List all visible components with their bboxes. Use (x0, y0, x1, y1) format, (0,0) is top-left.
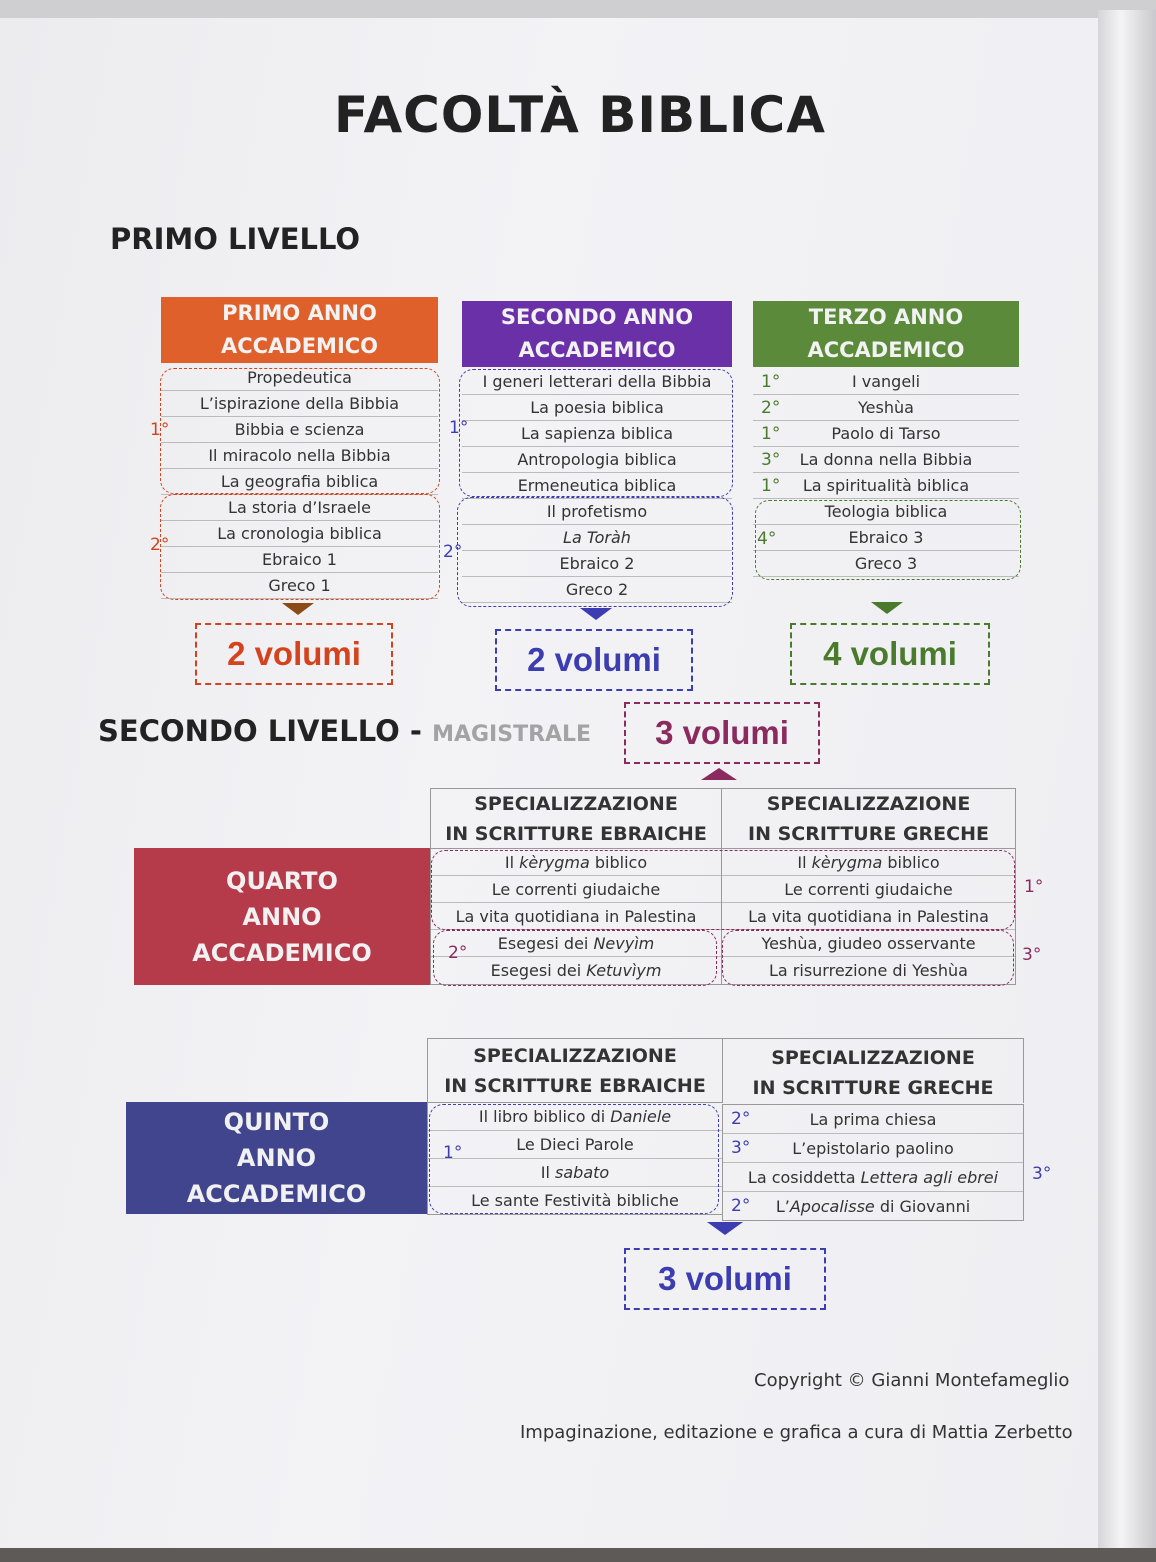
volume-marker: 1° (761, 475, 781, 496)
volume-marker: 1° (1024, 877, 1044, 897)
year1-title: PRIMO ANNO (222, 301, 377, 325)
year4-label-line: ACCADEMICO (192, 938, 372, 967)
course-label: La spiritualità biblica (802, 476, 970, 495)
spec-label: SPECIALIZZAZIONE (474, 793, 678, 815)
year2-subtitle: ACCADEMICO (518, 338, 676, 362)
spec-hebrew-header (428, 1041, 722, 1101)
course-label: Paolo di Tarso (831, 424, 941, 443)
volume-marker: 1° (761, 371, 781, 392)
course-row: Greco 3 (753, 551, 1019, 577)
year5-spec-header (427, 1038, 1024, 1103)
year1-volumes-badge: 2 volumi (195, 623, 393, 685)
volume-marker: 3° (761, 449, 781, 470)
course-label: Yeshùa (858, 398, 914, 417)
year2-group2-bracket (457, 497, 733, 607)
copyright-text: Copyright © Gianni Montefameglio (754, 1370, 1070, 1391)
spec-label: IN SCRITTURE EBRAICHE (445, 823, 707, 845)
year2-title: SECONDO ANNO (500, 305, 694, 329)
year3-title: TERZO ANNO (808, 305, 964, 329)
volume-marker: 4° (757, 529, 777, 549)
course-row (753, 369, 1019, 395)
spec-label: SPECIALIZZAZIONE (771, 1047, 975, 1069)
course-row: Il libro biblico di Daniele (428, 1103, 722, 1131)
year4-group2-bracket (433, 930, 717, 986)
course-row: Propedeutica (161, 365, 438, 391)
volume-marker: 2° (150, 535, 170, 555)
course-row: La geografia biblica (161, 469, 438, 495)
year5-label-line: QUINTO (223, 1108, 330, 1136)
course-row: Il kèrygma biblico (431, 849, 721, 876)
year4-label-line: QUARTO (226, 866, 338, 895)
spec-label: SPECIALIZZAZIONE (473, 1045, 677, 1067)
year4-label-line: ANNO (242, 902, 322, 931)
course-row: La risurrezione di Yeshùa (722, 957, 1015, 985)
course-label: La prima chiesa (809, 1109, 937, 1129)
course-row: 2° L’ Apocalisse di Giovanni (723, 1192, 1023, 1221)
down-arrow-icon (580, 608, 612, 620)
spec-greek-header (722, 789, 1015, 849)
course-row (753, 395, 1019, 421)
course-row: La vita quotidiana in Palestina (722, 903, 1015, 930)
volume-marker: 3° (731, 1138, 751, 1158)
course-row: La poesia biblica (462, 395, 732, 421)
year1-group2-bracket (160, 494, 440, 600)
year4-spec-header (430, 788, 1016, 849)
course-row (723, 1134, 1023, 1163)
course-row: Ebraico 3 (753, 525, 1019, 551)
year5-volumes-badge: 3 volumi (624, 1248, 826, 1310)
course-row: I generi letterari della Bibbia (462, 369, 732, 395)
volume-marker: 3° (1032, 1164, 1052, 1184)
year2-volumes-badge: 2 volumi (495, 629, 693, 691)
course-row: La storia d’Israele (161, 495, 438, 521)
volume-marker: 2° (731, 1196, 751, 1216)
volume-marker: 2° (443, 542, 463, 562)
book-spine (1098, 10, 1156, 1562)
year1-header (161, 297, 438, 363)
down-arrow-icon (871, 602, 903, 614)
course-row: Ermeneutica biblica (462, 473, 732, 499)
course-row: Teologia biblica (753, 499, 1019, 525)
course-row: Il miracolo nella Bibbia (161, 443, 438, 469)
year2-header (462, 301, 732, 367)
course-row: Esegesi dei Nevyìm (431, 930, 721, 957)
year3-volumes-badge: 4 volumi (790, 623, 990, 685)
volume-marker: 2° (761, 397, 781, 418)
level-two-title: SECONDO LIVELLO - (98, 714, 433, 748)
course-row: La sapienza biblica (462, 421, 732, 447)
course-label: I vangeli (851, 372, 921, 391)
course-row: Il sabato (428, 1159, 722, 1187)
year3-group-bracket (755, 500, 1021, 580)
course-row: La cronologia biblica (161, 521, 438, 547)
course-row: Le correnti giudaiche (722, 876, 1015, 903)
page-title: FACOLTÀ BIBLICA (334, 86, 826, 144)
year3-subtitle: ACCADEMICO (807, 338, 965, 362)
course-row: Greco 2 (462, 577, 732, 603)
course-row (723, 1105, 1023, 1134)
course-row (753, 447, 1019, 473)
course-row: Ebraico 1 (161, 547, 438, 573)
spec-hebrew-header (431, 789, 721, 849)
course-label: L’epistolario paolino (792, 1138, 954, 1158)
spec-label: IN SCRITTURE EBRAICHE (444, 1075, 706, 1097)
course-row: L’ispirazione della Bibbia (161, 391, 438, 417)
course-row: Bibbia e scienza (161, 417, 438, 443)
year5-label (126, 1102, 427, 1214)
course-row: Il profetismo (462, 499, 732, 525)
course-row: Esegesi dei Ketuvìym (431, 957, 721, 985)
year5-greek-courses (722, 1104, 1024, 1221)
spec-label: IN SCRITTURE GRECHE (748, 823, 989, 845)
course-row: Antropologia biblica (462, 447, 732, 473)
year4-group1-bracket (431, 850, 1015, 930)
course-row: Le sante Festività bibliche (428, 1187, 722, 1215)
year4-label (134, 848, 430, 985)
volume-marker: 2° (731, 1109, 751, 1129)
year3-header (753, 301, 1019, 367)
course-row: La vita quotidiana in Palestina (431, 903, 721, 930)
course-row: Le correnti giudaiche (431, 876, 721, 903)
year1-group1-bracket (160, 368, 440, 494)
year2-group1-bracket (459, 369, 733, 497)
course-row: La Toràh (462, 525, 732, 551)
volume-marker: 2° (448, 943, 468, 963)
volume-marker: 1° (150, 420, 170, 440)
course-row: Ebraico 2 (462, 551, 732, 577)
down-arrow-icon (282, 603, 314, 615)
course-row: Le Dieci Parole (428, 1131, 722, 1159)
spec-label: IN SCRITTURE GRECHE (752, 1077, 994, 1099)
level-two-heading (98, 714, 591, 748)
volume-marker: 1° (449, 418, 469, 438)
spec-greek-header (723, 1043, 1023, 1103)
year5-label-line: ANNO (236, 1144, 317, 1172)
credits-text: Impaginazione, editazione e grafica a cura di Mattia Zerbetto (520, 1422, 1073, 1443)
course-row: La cosiddetta Lettera agli ebrei (723, 1163, 1023, 1192)
course-row: Yeshùa, giudeo osservante (722, 930, 1015, 957)
level-two-subtitle: MAGISTRALE (432, 722, 592, 747)
volume-marker: 1° (761, 423, 781, 444)
book-bottom-edge (0, 1548, 1156, 1562)
year4-volumes-badge: 3 volumi (624, 702, 820, 764)
course-row (753, 421, 1019, 447)
volume-marker: 1° (443, 1143, 463, 1163)
year5-group-bracket (429, 1104, 719, 1214)
top-edge (0, 0, 1156, 18)
year5-label-line: ACCADEMICO (186, 1180, 367, 1208)
course-row (753, 473, 1019, 499)
year1-subtitle: ACCADEMICO (220, 334, 379, 358)
course-label: La donna nella Bibbia (799, 450, 973, 469)
level-one-heading: PRIMO LIVELLO (110, 222, 361, 256)
course-row: Il kèrygma biblico (722, 849, 1015, 876)
down-arrow-icon (707, 1222, 743, 1235)
up-arrow-icon (701, 768, 737, 780)
spec-label: SPECIALIZZAZIONE (766, 793, 971, 815)
course-row: Greco 1 (161, 573, 438, 599)
year4-group3-bracket (722, 930, 1014, 986)
volume-marker: 3° (1022, 945, 1042, 965)
